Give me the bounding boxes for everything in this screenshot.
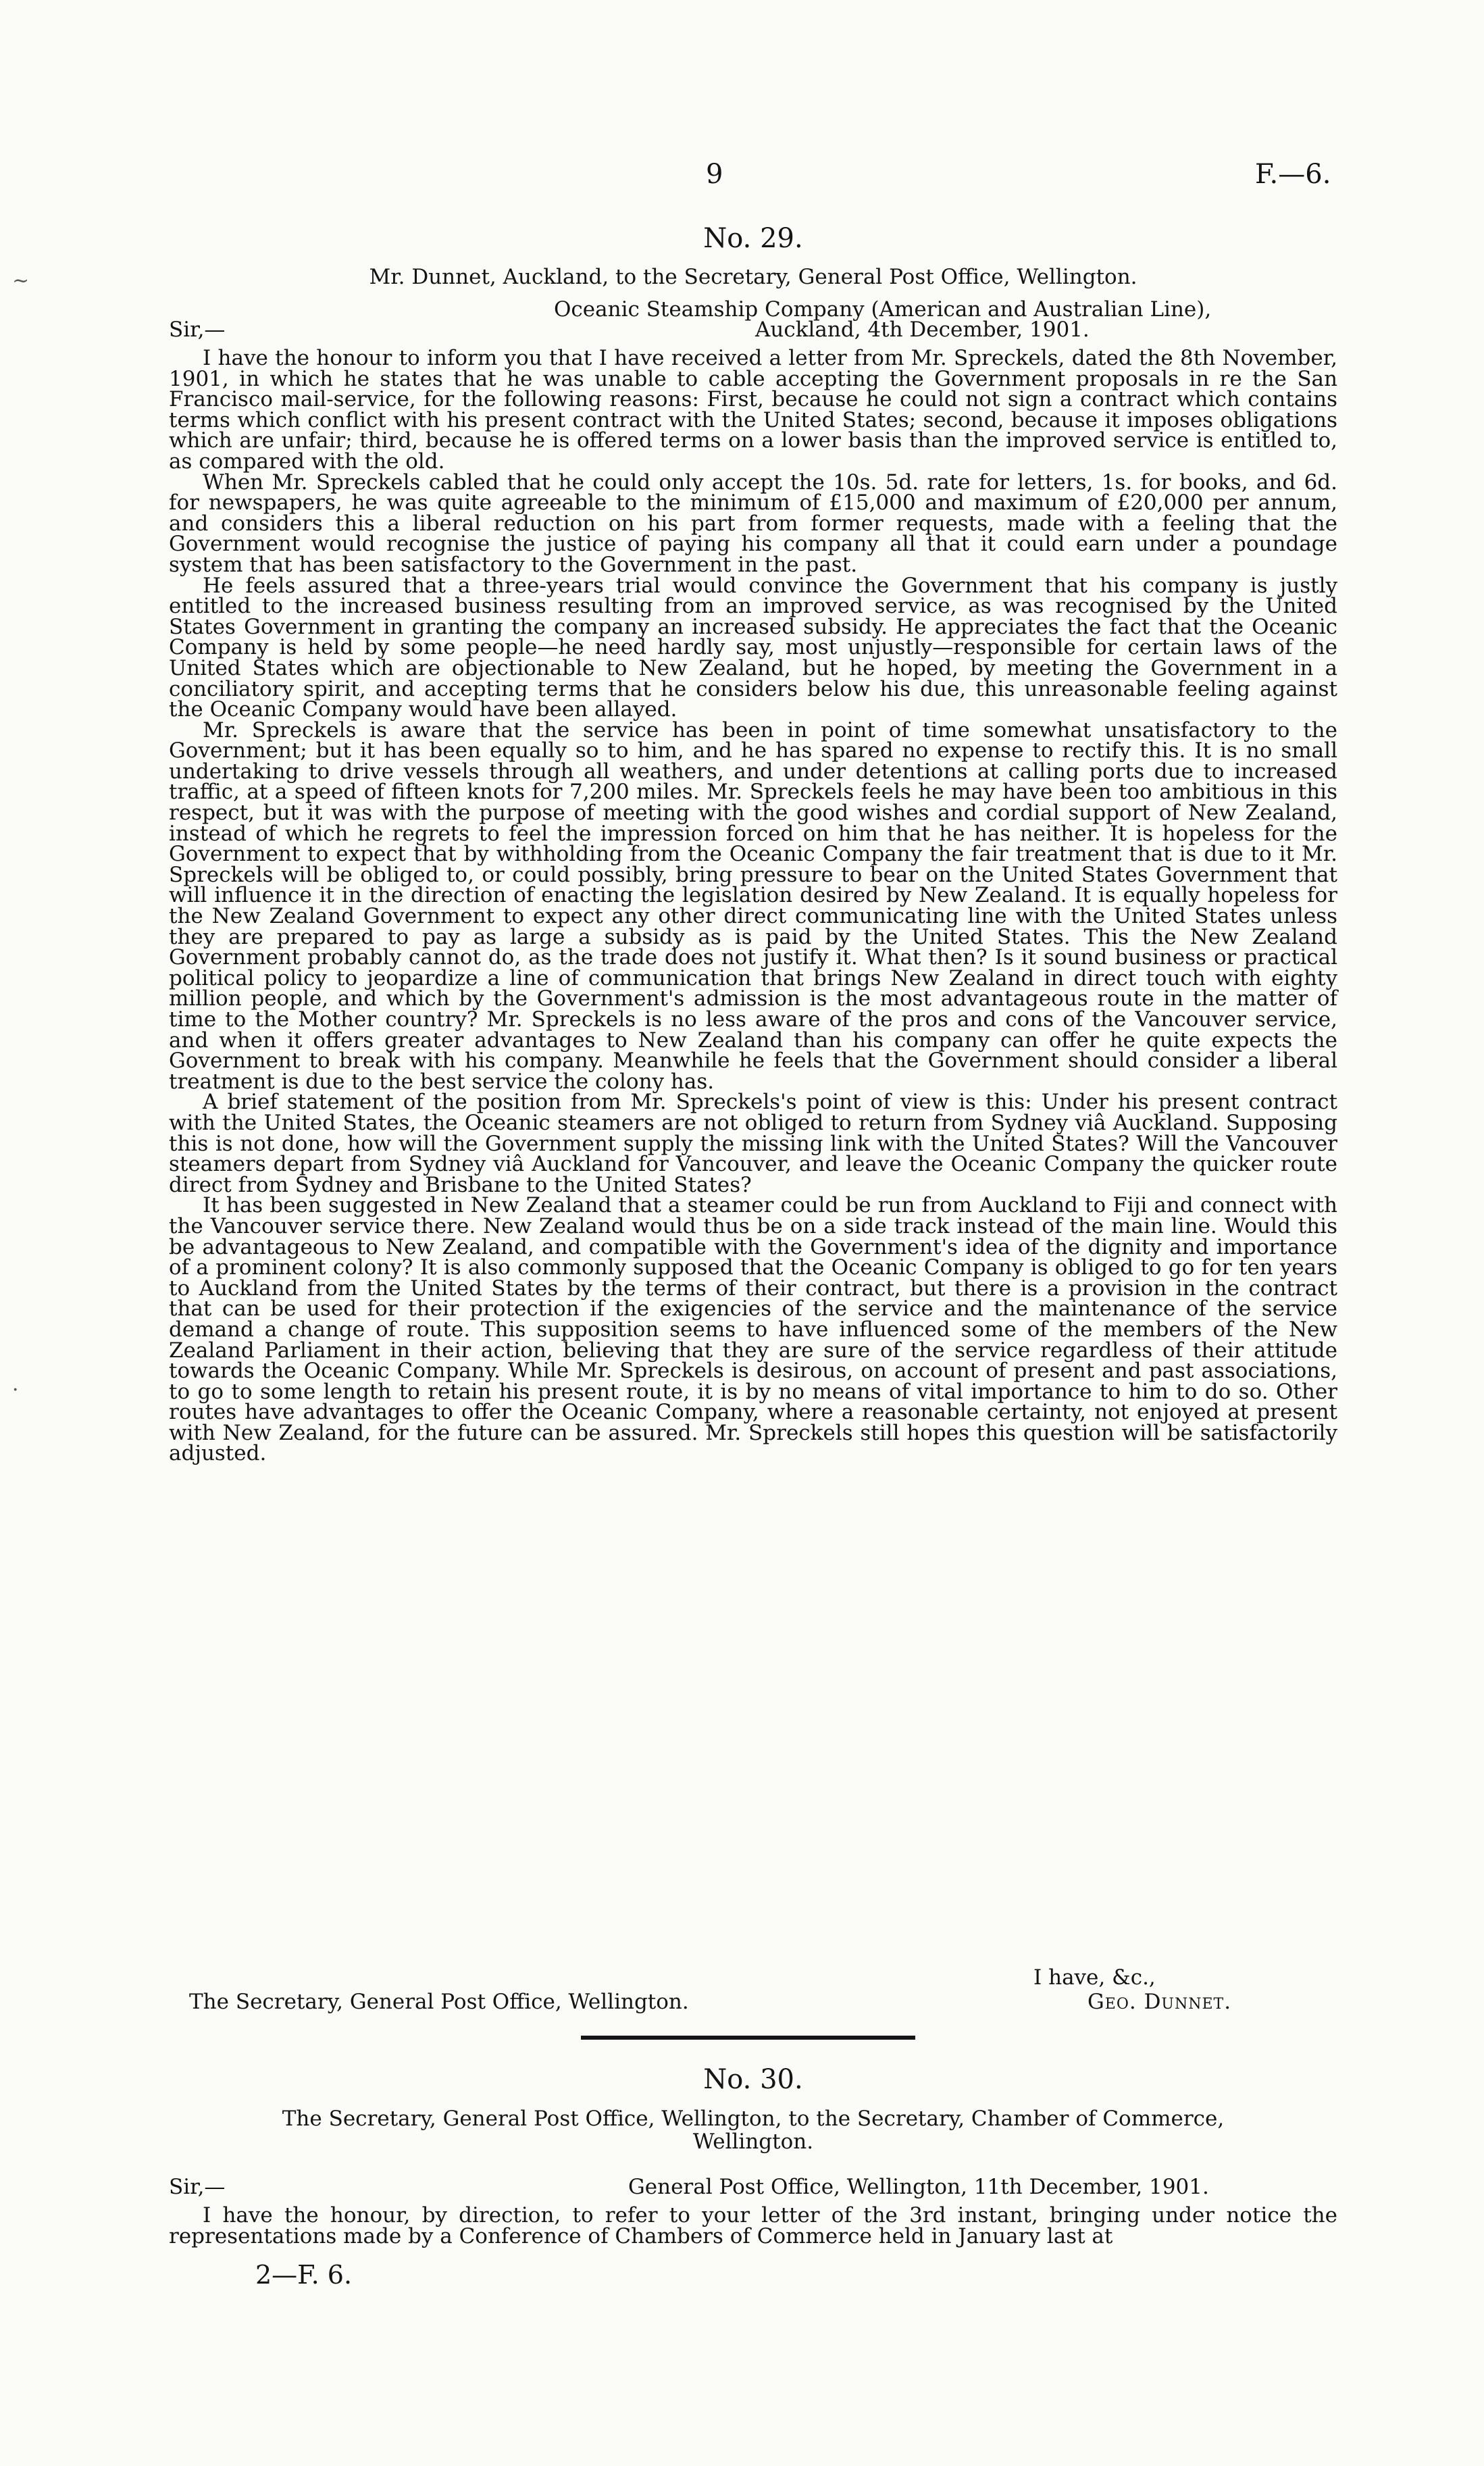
letter-30-subtitle-line1: The Secretary, General Post Office, Wellington, to the Secretary, Chamber of Commerce,: [282, 2107, 1225, 2131]
letter-29-paragraph-6: It has been suggested in New Zealand that a steamer could be run from Auckland to Fiji and connect with the Vancouver service there. New Zealand would thus be on a side track instead of the main line. Would this be advantageous to New Zealand, and compatible with the Government's idea of the dignity and importance of a prominent colony? It is also commonly supposed that the Oceanic Company is obliged to go for ten years to Auckland from the United States by the terms of their contract, but there is a provision in the contract that can be used for their protection if the exigencies of the service and the maintenance of the service demand a change of route. This supposition seems to have influenced some of the members of the New Zealand Parliament in their action, believing that they are sure of the service regardless of their attitude towards the Oceanic Company. While Mr. Spreckels is desirous, on account of present and past associations, to go to some length to retain his present route, it is by no means of vital importance to him to do so. Other routes have advantages to offer the Oceanic Company, where a reasonable certainty, not enjoyed at present with New Zealand, for the future can be assured. Mr. Spreckels still hopes this question will be satisfactorily adjusted.: [169, 1193, 1337, 1466]
letter-29-paragraph-3: He feels assured that a three-years trial would convince the Government that his company is justly entitled to the increased business resulting from an improved service, as was recognised by the United States Government in granting the company an increased subsidy. He appreciates the fact that the Oceanic Company is held by some people—he need hardly say, most unjustly—responsible for certain laws of the United States which are objectionable to New Zealand, but he hoped, by meeting the Government in a conciliatory spirit, and accepting terms that he considers below his due, this unreasonable feeling against the Oceanic Company would have been allayed.: [169, 573, 1337, 722]
letter-29-body: [169, 348, 1337, 1464]
letter-29-subtitle: Mr. Dunnet, Auckland, to the Secretary, General Post Office, Wellington.: [369, 265, 1137, 289]
letter-30-number: No. 30.: [703, 2064, 803, 2095]
section-divider: [581, 2036, 915, 2040]
letter-29-paragraph-5: A brief statement of the position from Mr. Spreckels's point of view is this: Under his present contract with the United States, the Oceanic steamers are not obliged to return from Sydney viâ Auckland. Supposing this is not done, how will the Government supply the missing link with the United States? Will the Vancouver steamers depart from Sydney viâ Auckland for Vancouver, and leave the Oceanic Company the quicker route direct from Sydney and Brisbane to the United States?: [169, 1090, 1337, 1197]
paper-reference: F.—6.: [1255, 159, 1331, 190]
letter-29-paragraph-2: When Mr. Spreckels cabled that he could only accept the 10s. 5d. rate for letters, 1s. for books, and 6d. for newspapers, he was quite agreeable to the minimum of £15,000 and maximum of £20,000 per annum, and considers this a liberal reduction on his part from former requests, made with a feeling that the Government would recognise the justice of paying his company all that it could earn under a poundage system that has been satisfactory to the Government in the past.: [169, 470, 1337, 577]
margin-mark: ·: [12, 1378, 19, 1402]
letter-29-address-line2: Auckland, 4th December, 1901.: [755, 318, 1090, 342]
page-number: 9: [706, 159, 723, 190]
letter-29-closing-block: [169, 1967, 1337, 2016]
letter-29-addressee: The Secretary, General Post Office, Wellington.: [189, 1990, 689, 2014]
margin-mark: ~: [12, 269, 30, 293]
letter-29-address-line1: Oceanic Steamship Company (American and Australian Line),: [554, 297, 1212, 322]
letter-29-paragraph-4: Mr. Spreckels is aware that the service has been in point of time somewhat unsatisfactory to the Government; but it has been equally so to him, and he has spared no expense to rectify this. It is no small undertaking to drive vessels through all weathers, and under detentions at calling ports due to increased traffic, at a speed of fifteen knots for 7,200 miles. Mr. Spreckels feels he may have been too ambitious in this respect, but it was with the purpose of meeting with the good wishes and cordial support of New Zealand, instead of which he regrets to feel the impression forced on him that he has neither. It is hopeless for the Government to expect that by withholding from the Oceanic Company the fair treatment that is due to it Mr. Spreckels will be obliged to, or could possibly, bring pressure to bear on the United States Government that will influence it in the direction of enacting the legislation desired by New Zealand. It is equally hopeless for the New Zealand Government to expect any other direct communicating line with the United States unless they are prepared to pay as large a subsidy as is paid by the United States. This the New Zealand Government probably cannot do, as the trade does not justify it. What then? Is it sound business or practical political policy to jeopardize a line of communication that brings New Zealand in direct touch with eighty million people, and which by the Government's admission is the most advantageous route in the matter of time to the Mother country? Mr. Spreckels is no less aware of the pros and cons of the Vancouver service, and when it offers greater advantages to New Zealand than his company can offer he quite expects the Government to break with his company. Meanwhile he feels that the Government should consider a liberal treatment is due to the best service the colony has.: [169, 718, 1337, 1094]
letter-29-paragraph-1: I have the honour to inform you that I have received a letter from Mr. Spreckels, dated the 8th November, 1901, in which he states that he was unable to cable accepting the Government proposals in re the San Francisco mail-service, for the following reasons: First, because he could not sign a contract which contains terms which conflict with his present contract with the United States; second, because it imposes obligations which are unfair; third, because he is offered terms on a lower basis than the improved service is entitled to, as compared with the old.: [169, 346, 1337, 474]
letter-30-body: [169, 2205, 1337, 2246]
letter-30-address-block: [169, 2177, 1337, 2201]
footer-signature-mark: 2—F. 6.: [255, 2260, 353, 2290]
letter-29-salutation: Sir,—: [169, 318, 226, 342]
letter-30-salutation: Sir,—: [169, 2175, 226, 2199]
letter-30-subtitle-line2: Wellington.: [692, 2130, 814, 2154]
letter-29-signature: Geo. Dunnet.: [1088, 1990, 1232, 2014]
letter-29-number: No. 29.: [703, 223, 803, 254]
letter-29-closing: I have, &c.,: [1033, 1965, 1156, 1990]
letter-30-paragraph-1: I have the honour, by direction, to refer to your letter of the 3rd instant, bringing under notice the representations made by a Conference of Chambers of Commerce held in January last at: [169, 2203, 1337, 2248]
letter-30-address: General Post Office, Wellington, 11th December, 1901.: [628, 2175, 1209, 2199]
letter-29-address-block: [169, 299, 1337, 340]
